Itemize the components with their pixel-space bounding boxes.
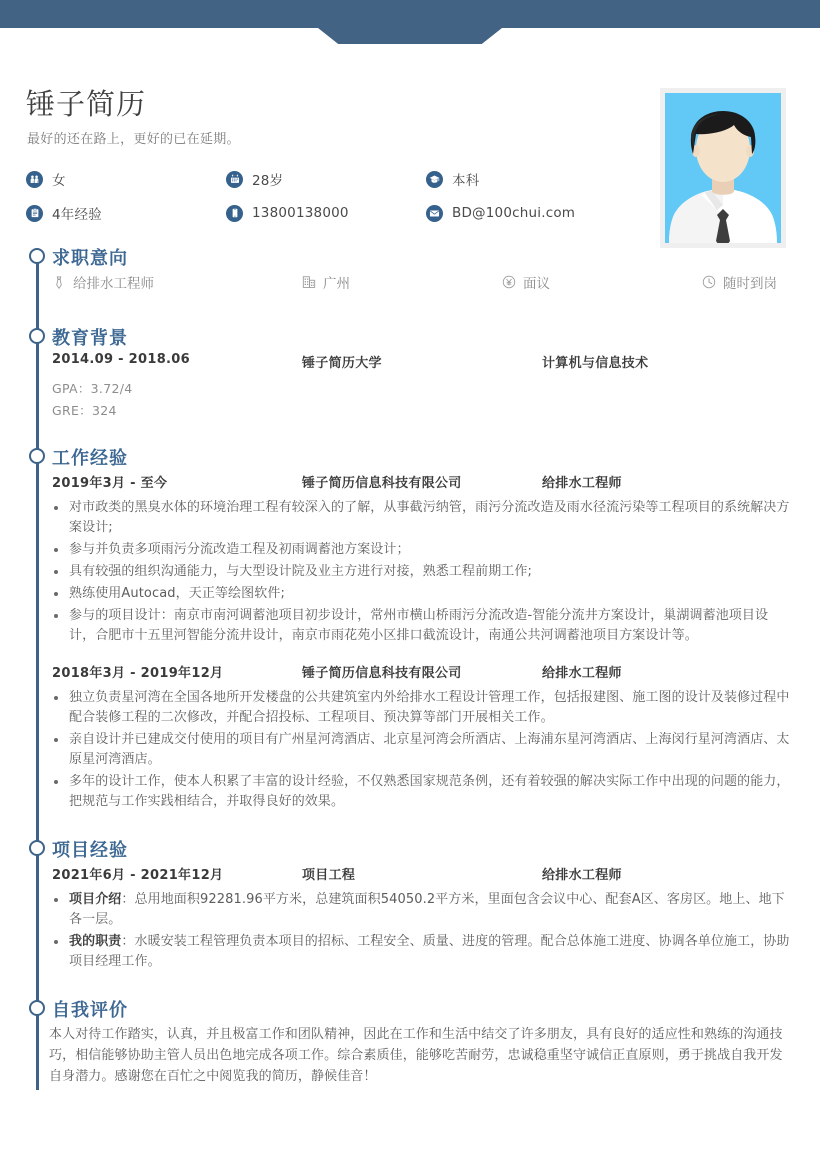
section-body-education	[52, 352, 790, 419]
section-body-intention	[52, 272, 790, 292]
section-body-project	[52, 864, 790, 974]
info-gender	[26, 169, 226, 189]
education-entry-head	[52, 352, 790, 371]
work-company: 锤子简历信息科技有限公司	[302, 666, 462, 681]
section-body-evaluation	[49, 1024, 790, 1087]
list-item: 亲自设计并已建成交付使用的项目有广州星河湾酒店、北京星河湾会所酒店、上海浦东星河湾酒店、上海闵行星河湾酒店、太原星河湾酒店。	[52, 730, 790, 770]
list-item: 具有较强的组织沟通能力，与大型设计院及业主方进行对接，熟悉工程前期工作;	[52, 562, 790, 582]
intention-salary	[502, 272, 702, 292]
info-degree-value: 本科	[452, 173, 480, 189]
list-item: 对市政类的黑臭水体的环境治理工程有较深入的了解，从事截污纳管，雨污分流改造及雨水径流污染等工程项目的系统解决方案设计;	[52, 498, 790, 538]
intention-salary-value: 面议	[523, 276, 550, 292]
list-item: 参与的项目设计：南京市南河调蓄池项目初步设计，常州市横山桥雨污分流改造-智能分流井方案设计，巢湖调蓄池项目设计，合肥市十五里河智能分流井设计，南京市雨花苑小区排口截流设计，南通公共河调蓄池项目方案设计等。	[52, 606, 790, 646]
info-phone-value: 13800138000	[252, 205, 349, 221]
list-item: 多年的设计工作，使本人积累了丰富的设计经验，不仅熟悉国家规范条例，还有着较强的解决实际工作中出现的问题的能力，把规范与工作实践相结合，并取得良好的效果。	[52, 772, 790, 812]
intention-position-value: 给排水工程师	[73, 276, 154, 292]
project-bullet-label: 项目介绍	[69, 892, 122, 907]
project-bullet-list	[52, 890, 790, 972]
work-date: 2018年3月 - 2019年12月	[52, 666, 224, 681]
building-icon	[302, 275, 316, 289]
list-item: 参与并负责多项雨污分流改造工程及初雨调蓄池方案设计；	[52, 540, 790, 560]
section-title-project: 项目经验	[52, 840, 128, 861]
top-banner-tab	[318, 28, 502, 44]
info-gender-value: 女	[52, 173, 66, 189]
intention-position	[52, 272, 302, 292]
project-date: 2021年6月 - 2021年12月	[52, 868, 224, 883]
clock-icon	[702, 275, 716, 289]
work-company: 锤子简历信息科技有限公司	[302, 476, 462, 491]
education-school: 锤子简历大学	[302, 356, 382, 371]
avatar	[660, 88, 786, 248]
timeline-spine	[36, 258, 39, 1090]
education-gre: GRE：324	[52, 403, 117, 418]
header-block	[0, 60, 820, 250]
info-phone	[226, 205, 426, 222]
timeline-dot	[29, 328, 45, 344]
phone-icon	[226, 205, 243, 222]
header-slogan: 最好的还在路上，更好的已在延期。	[27, 132, 240, 147]
graduation-cap-icon	[426, 171, 443, 188]
timeline-dot	[29, 840, 45, 856]
work-bullet-list	[52, 498, 790, 646]
work-role: 给排水工程师	[542, 666, 622, 681]
project-role: 给排水工程师	[542, 868, 622, 883]
list-item: 熟练使用Autocad，天正等绘图软件;	[52, 584, 790, 604]
gender-icon	[26, 171, 43, 188]
info-email	[426, 205, 626, 222]
project-bullet-label: 我的职责	[69, 934, 122, 949]
intention-availability-value: 随时到岗	[723, 276, 777, 292]
project-bullet-text: ：水暖安装工程管理负责本项目的招标、工程安全、质量、进度的管理。配合总体施工进度、协调各单位施工，协助项目经理工作。	[69, 934, 790, 969]
list-item: 独立负责星河湾在全国各地所开发楼盘的公共建筑室内外给排水工程设计管理工作，包括报建图、施工图的设计及装修过程中配合装修工程的二次修改，并配合招投标、工程项目、预决算等部门开展相关工作。	[52, 688, 790, 728]
project-bullet-text: ：总用地面积92281.96平方米，总建筑面积54050.2平方米，里面包含会议中心、配套A区、客房区。地上、地下各一层。	[69, 892, 785, 927]
list-item	[52, 890, 790, 930]
yen-icon	[502, 275, 516, 289]
info-age-value: 28岁	[252, 173, 284, 189]
calendar-icon	[226, 171, 243, 188]
timeline-dot	[29, 248, 45, 264]
info-email-value: BD@100chui.com	[452, 205, 576, 221]
work-date: 2019年3月 - 至今	[52, 476, 168, 491]
work-bullet-list	[52, 688, 790, 812]
intention-city	[302, 272, 502, 292]
experience-icon	[26, 205, 43, 222]
avatar-figure	[665, 93, 781, 243]
work-role: 给排水工程师	[542, 476, 622, 491]
personal-info-row	[26, 162, 626, 196]
intention-availability	[702, 272, 777, 292]
intention-row	[52, 272, 790, 292]
list-item	[52, 932, 790, 972]
personal-info-row	[26, 196, 626, 230]
info-experience	[26, 203, 226, 223]
top-banner	[0, 0, 820, 28]
section-title-work: 工作经验	[52, 448, 128, 469]
info-experience-value: 4年经验	[52, 207, 102, 223]
timeline-dot	[29, 1000, 45, 1016]
evaluation-text: 本人对待工作踏实，认真，并且极富工作和团队精神，因此在工作和生活中结交了许多朋友，具有良好的适应性和熟练的沟通技巧，相信能够协助主管人员出色地完成各项工作。综合素质佳，能够吃苦耐劳，忠诚稳重坚守诚信正直原则，勇于挑战自我开发自身潜力。感谢您在百忙之中阅览我的简历，静候佳音！	[49, 1027, 783, 1084]
project-name: 项目工程	[302, 868, 356, 883]
education-major: 计算机与信息技术	[542, 356, 649, 371]
section-title-evaluation: 自我评价	[52, 1000, 128, 1021]
section-body-work	[52, 472, 790, 814]
education-date: 2014.09 - 2018.06	[52, 352, 190, 367]
work-entry	[52, 662, 790, 812]
education-gpa: GPA：3.72/4	[52, 381, 133, 396]
page-title: 锤子简历	[26, 87, 147, 121]
info-degree	[426, 169, 626, 189]
section-title-education: 教育背景	[52, 328, 128, 349]
timeline-dot	[29, 448, 45, 464]
work-entry-head	[52, 472, 790, 491]
intention-city-value: 广州	[323, 276, 350, 292]
personal-info-grid	[26, 162, 626, 230]
work-entry-head	[52, 662, 790, 681]
section-title-intention: 求职意向	[52, 248, 128, 269]
work-entry	[52, 472, 790, 646]
envelope-icon	[426, 205, 443, 222]
tie-icon	[52, 275, 66, 290]
avatar-illustration	[665, 93, 781, 243]
info-age	[226, 169, 426, 189]
project-entry-head	[52, 864, 790, 883]
